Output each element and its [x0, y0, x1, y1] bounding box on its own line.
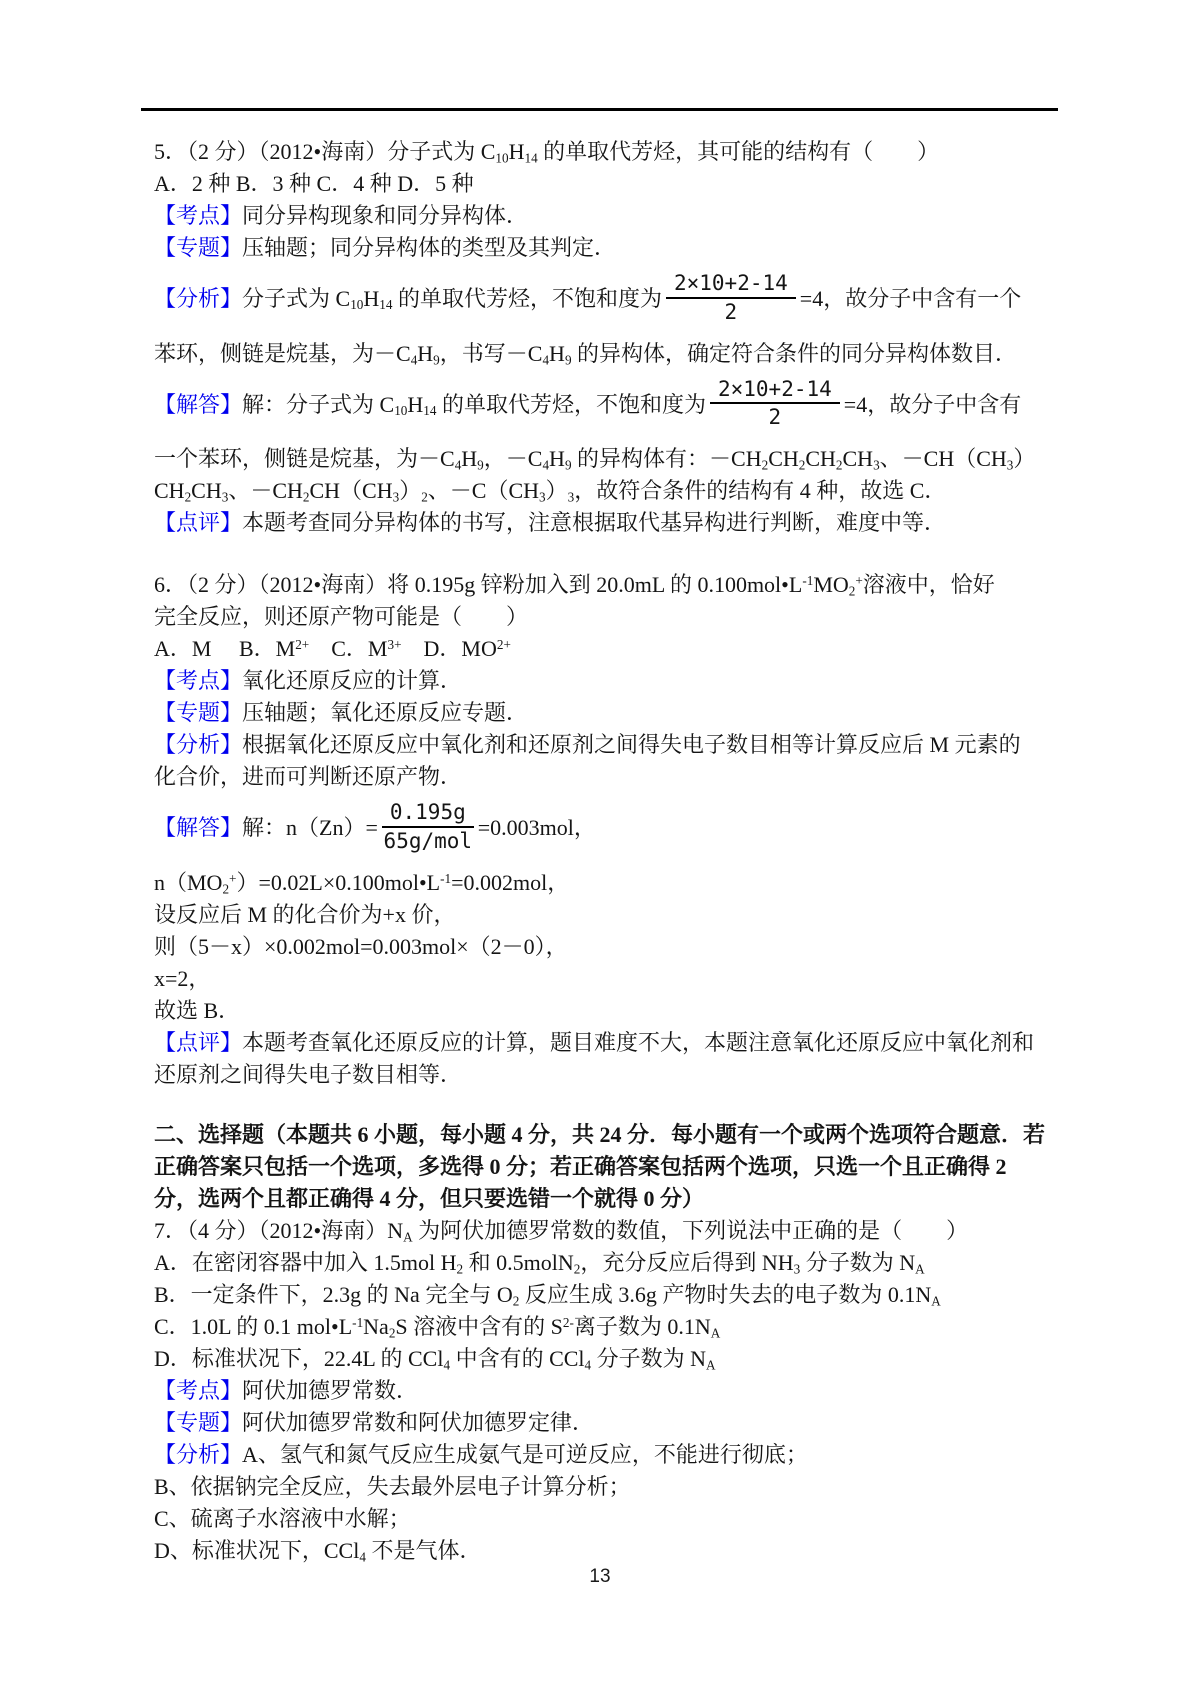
text-run: C、硫离子水溶液中水解；: [154, 1505, 411, 1531]
text-line: [154, 1119, 1054, 1151]
section-label: 【点评】: [154, 1029, 243, 1055]
text-line: [154, 1407, 1054, 1439]
text-run: D．标准状况下，22.4L 的 CCl: [154, 1345, 444, 1371]
spacer: [154, 1091, 1054, 1119]
text-run: 本题考查同分异构体的书写，注意根据取代基异构进行判断，难度中等．: [242, 510, 947, 536]
subscript: 2: [573, 1260, 581, 1276]
text-run: 阿伏加德罗常数和阿伏加德罗定律．: [242, 1409, 595, 1435]
subscript: 9: [433, 351, 440, 367]
text-run: =4，故分子中含有一个: [799, 285, 1022, 311]
text-line: [154, 1279, 1054, 1311]
text-run: H: [363, 285, 380, 311]
subscript: 2: [512, 1292, 520, 1308]
text-line: [154, 1535, 1054, 1567]
text-run: H: [417, 340, 434, 366]
subscript: A: [706, 1356, 716, 1372]
text-line: [154, 1311, 1054, 1343]
text-run: 同分异构现象和同分异构体．: [242, 203, 529, 228]
text-run: H: [407, 391, 424, 417]
subscript: 2: [388, 1324, 396, 1340]
text-run: x=2，: [154, 965, 211, 991]
subscript: 2: [222, 880, 230, 896]
subscript: 14: [524, 150, 538, 166]
superscript: 2+: [496, 636, 511, 652]
fraction-denominator: 2: [724, 299, 738, 324]
superscript: -1: [352, 1314, 364, 1330]
subscript: 14: [379, 297, 393, 313]
section-label: 【专题】: [154, 1409, 243, 1435]
subscript: 9: [477, 457, 484, 473]
subscript: 2: [302, 489, 310, 505]
text-run: 设反应后 M 的化合价为+x 价，: [154, 901, 456, 927]
text-run: 解：n（Zn）=: [242, 814, 378, 840]
fraction: [666, 271, 796, 325]
text-line: [154, 1027, 1054, 1059]
superscript: 2-: [562, 1314, 574, 1330]
text-run: ，充分反应后得到 NH: [580, 1249, 794, 1275]
superscript: 3+: [387, 636, 402, 652]
fraction-denominator: 2: [768, 405, 782, 430]
text-run: D．MO: [401, 636, 497, 662]
text-line: [154, 1343, 1054, 1375]
section-label: 【分析】: [154, 1441, 243, 1467]
text-run: 氧化还原反应的计算．: [242, 668, 463, 694]
superscript: -1: [802, 572, 814, 588]
text-line: [154, 136, 1054, 168]
text-run: 的单取代芳烃，不饱和度为: [392, 285, 662, 311]
text-run: 本题考查氧化还原反应的计算，题目难度不大，本题注意氧化还原反应中氧化剂和: [242, 1029, 1035, 1055]
text-run: 根据氧化还原反应中氧化剂和还原剂之间得失电子数目相等计算反应后 M 元素的: [242, 732, 1021, 758]
section-label: 【考点】: [154, 203, 243, 228]
text-line: [154, 899, 1054, 931]
text-run: 一个苯环，侧链是烷基，为－C: [154, 446, 455, 472]
header-rule: [141, 108, 1058, 111]
text-run: 苯环，侧链是烷基，为－C: [154, 340, 411, 366]
subscript: A: [710, 1324, 721, 1340]
subscript: 2: [835, 457, 843, 473]
text-run: H: [508, 139, 525, 164]
text-line: [154, 200, 1054, 232]
subscript: 3: [392, 489, 400, 505]
superscript: 2+: [295, 636, 310, 652]
text-line: [154, 1471, 1054, 1503]
subscript: 10: [495, 150, 509, 166]
superscript: +: [855, 572, 863, 588]
text-run: B、依据钠完全反应，失去最外层电子计算分析；: [154, 1473, 631, 1499]
text-line: [154, 1059, 1054, 1091]
text-line: [154, 761, 1054, 793]
text-run: =0.003mol，: [477, 814, 596, 840]
text-run: 中含有的 CCl: [450, 1345, 585, 1371]
subscript: 2: [798, 457, 806, 473]
section-label: 【考点】: [154, 668, 243, 694]
text-run: 故选 B．: [154, 997, 241, 1023]
text-run: 阿伏加德罗常数．: [242, 1377, 419, 1403]
text-run: D、标准状况下，CCl: [154, 1537, 360, 1563]
text-run: S 溶液中含有的 S: [395, 1313, 563, 1339]
text-run: ）=0.02L×0.100mol•L: [236, 869, 441, 895]
text-line: [154, 1215, 1054, 1247]
text-run: 压轴题；同分异构体的类型及其判定．: [242, 235, 617, 260]
subscript: 3: [873, 457, 880, 473]
text-run: 溶液中，恰好: [862, 572, 995, 598]
subscript: 4: [542, 457, 550, 473]
text-line: [154, 569, 1054, 601]
text-run: A、氢气和氮气反应生成氨气是可逆反应，不能进行彻底；: [242, 1441, 808, 1467]
subscript: 2: [421, 489, 428, 505]
text-run: CH: [768, 446, 799, 472]
subscript: 4: [443, 1356, 451, 1372]
subscript: 3: [221, 489, 229, 505]
text-run: 6．（2 分）（2012•海南）将 0.195g 锌粉加入到 20.0mL 的 0.100mol•L: [154, 572, 803, 598]
subscript: 3: [793, 1260, 801, 1276]
text-run: A．2 种 B．3 种 C．4 种 D．5 种: [154, 171, 474, 196]
text-run: ，书写－C: [439, 340, 543, 366]
subscript: 3: [1006, 457, 1014, 473]
subscript: 2: [456, 1260, 464, 1276]
text-run: 分子式为 C: [242, 285, 351, 311]
text-run: ）: [1013, 446, 1036, 472]
page-number: 13: [589, 1566, 611, 1587]
fraction: [382, 800, 474, 854]
text-line: [154, 168, 1054, 200]
text-run: ，故符合条件的结构有 4 种，故选 C．: [574, 478, 947, 504]
section-label: 【解答】: [154, 391, 243, 417]
text-line: [154, 1183, 1054, 1215]
text-run: 、－C（CH: [427, 478, 540, 504]
text-run: n（MO: [154, 869, 223, 895]
text-run: MO: [813, 572, 849, 598]
subscript: A: [915, 1260, 925, 1276]
text-run: H: [549, 340, 565, 366]
text-run: 还原剂之间得失电子数目相等．: [154, 1061, 463, 1087]
fraction-numerator: 2×10+2-14: [710, 377, 840, 405]
subscript: 3: [567, 489, 575, 505]
text-run: CH（CH: [309, 478, 393, 504]
text-line: [154, 507, 1054, 539]
text-line: [154, 729, 1054, 761]
text-run: 的单取代芳烃，不饱和度为: [436, 391, 706, 417]
subscript: 4: [410, 351, 418, 367]
text-line: [154, 800, 1054, 857]
text-run: H: [461, 446, 478, 472]
text-run: C．1.0L 的 0.1 mol•L: [154, 1313, 353, 1339]
fraction-numerator: 2×10+2-14: [666, 271, 796, 299]
section-label: 【考点】: [154, 1377, 243, 1403]
text-line: [154, 475, 1054, 507]
subscript: 10: [350, 297, 364, 313]
text-run: 解：分子式为 C: [242, 391, 395, 417]
fraction-numerator: 0.195g: [382, 800, 474, 828]
text-run: 分子数为 N: [800, 1249, 916, 1275]
section-label: 【专题】: [154, 235, 243, 260]
text-line: [154, 1151, 1054, 1183]
subscript: 4: [454, 457, 462, 473]
subscript: 4: [542, 351, 550, 367]
text-line: [154, 232, 1054, 264]
text-run: 的异构体，确定符合条件的同分异构体数目．: [571, 340, 1018, 366]
spacer: [154, 539, 1054, 569]
text-run: Na: [363, 1313, 389, 1339]
text-run: 为阿伏加德罗常数的数值，下列说法中正确的是（ ）: [412, 1217, 969, 1243]
section-label: 【解答】: [154, 814, 243, 840]
text-run: 反应生成 3.6g 产物时失去的电子数为 0.1N: [519, 1281, 932, 1307]
text-run: 化合价，进而可判断还原产物．: [154, 764, 463, 790]
section-label: 【分析】: [154, 285, 243, 311]
text-run: B．一定条件下，2.3g 的 Na 完全与 O: [154, 1281, 513, 1307]
text-line: [154, 633, 1054, 665]
text-line: [154, 601, 1054, 633]
text-line: [154, 338, 1054, 370]
subscript: 3: [539, 489, 546, 505]
text-line: [154, 1375, 1054, 1407]
subscript: 14: [423, 402, 437, 418]
subscript: 10: [394, 402, 408, 418]
document-body: [154, 136, 1054, 1567]
subscript: 2: [848, 583, 856, 599]
text-line: [154, 1247, 1054, 1279]
text-run: 完全反应，则还原产物可能是（ ）: [154, 604, 529, 630]
text-run: 7．（4 分）（2012•海南）N: [154, 1217, 404, 1243]
subscript: A: [931, 1292, 941, 1308]
text-run: 的单取代芳烃，其可能的结构有（ ）: [537, 139, 940, 164]
subscript: 2: [184, 489, 192, 505]
text-run: CH: [805, 446, 836, 472]
text-run: C．M: [309, 636, 388, 662]
text-run: 压轴题；氧化还原反应专题．: [242, 700, 529, 726]
text-line: [154, 867, 1054, 899]
text-run: ，－C: [483, 446, 543, 472]
text-run: 分子数为 N: [591, 1345, 707, 1371]
text-run: 5．（2 分）（2012•海南）分子式为 C: [154, 139, 496, 164]
text-line: [154, 931, 1054, 963]
subscript: 9: [564, 457, 572, 473]
text-run: 离子数为 0.1N: [573, 1313, 711, 1339]
text-run: 、－CH: [228, 478, 303, 504]
text-run: A．在密闭容器中加入 1.5mol H: [154, 1249, 457, 1275]
text-run: 不是气体．: [365, 1537, 482, 1563]
section-label: 【专题】: [154, 700, 243, 726]
text-run: H: [549, 446, 565, 472]
fraction: [710, 377, 840, 431]
text-line: [154, 665, 1054, 697]
text-run: 正确答案只包括一个选项，多选得 0 分；若正确答案包括两个选项，只选一个且正确得 2: [154, 1153, 1007, 1179]
section-label: 【点评】: [154, 510, 243, 536]
text-line: [154, 963, 1054, 995]
fraction-denominator: 65g/mol: [383, 828, 473, 853]
text-line: [154, 995, 1054, 1027]
text-run: 二、选择题（本题共 6 小题，每小题 4 分，共 24 分．每小题有一个或两个选项符合题意．若: [154, 1121, 1046, 1147]
text-run: CH: [842, 446, 874, 472]
text-line: [154, 443, 1054, 475]
text-run: ）: [399, 478, 422, 504]
text-line: [154, 1439, 1054, 1471]
subscript: 4: [584, 1356, 592, 1372]
section-label: 【分析】: [154, 732, 243, 758]
text-run: 分，选两个且都正确得 4 分，但只要选错一个就得 0 分）: [154, 1185, 705, 1211]
superscript: +: [229, 870, 237, 886]
text-line: [154, 1503, 1054, 1535]
text-run: ）: [545, 478, 568, 504]
subscript: 4: [359, 1548, 366, 1564]
superscript: -1: [440, 870, 452, 886]
text-run: 、－CH（CH: [879, 446, 1007, 472]
text-run: CH: [191, 478, 222, 504]
text-line: [154, 697, 1054, 729]
text-run: 和 0.5molN: [463, 1249, 574, 1275]
text-line: [154, 271, 1054, 328]
text-run: 则（5－x）×0.002mol=0.003mol×（2－0），: [154, 933, 568, 959]
text-line: [154, 376, 1054, 434]
text-run: =4，故分子中含有: [843, 391, 1022, 417]
subscript: 2: [761, 457, 769, 473]
subscript: 9: [564, 351, 572, 367]
text-run: 的异构体有：－CH: [571, 446, 762, 472]
text-run: CH: [154, 478, 185, 504]
subscript: A: [403, 1228, 413, 1244]
text-run: A．M B．M: [154, 636, 296, 662]
text-run: =0.002mol，: [451, 869, 570, 895]
